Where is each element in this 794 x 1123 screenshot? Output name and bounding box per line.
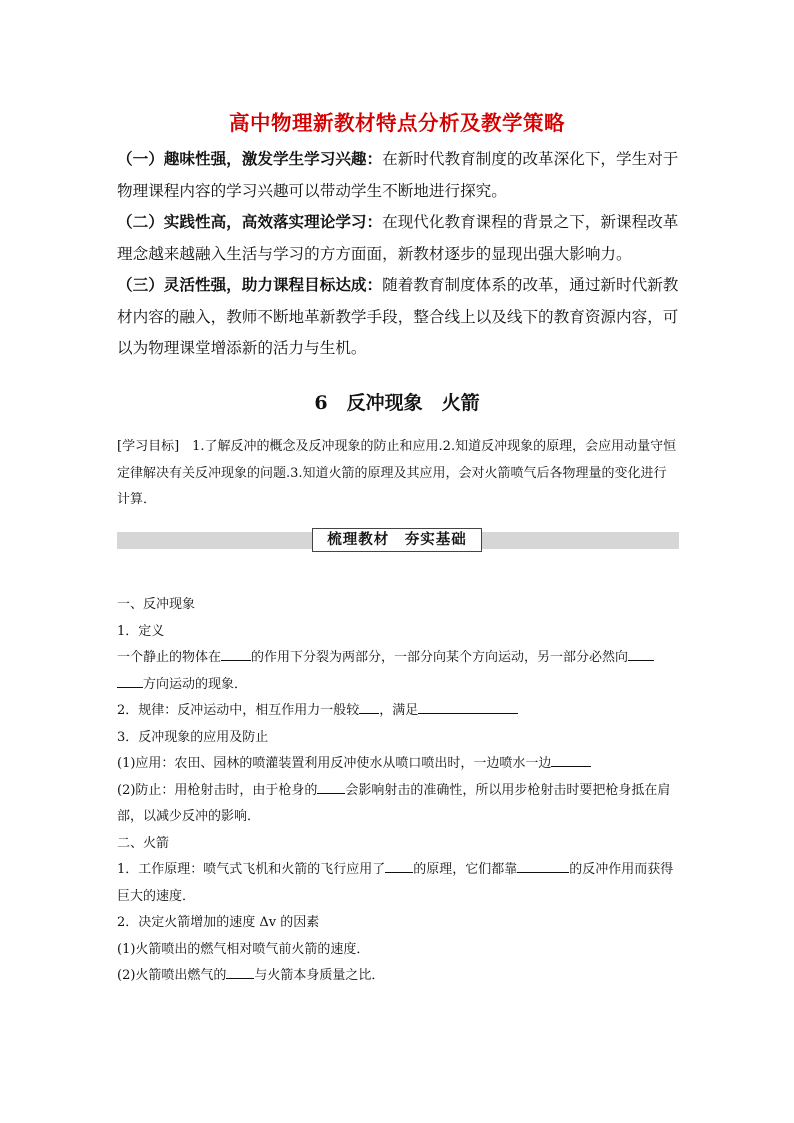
document-title: 高中物理新教材特点分析及教学策略	[229, 111, 565, 135]
subheading-definition: 1．定义	[117, 623, 165, 639]
text-fragment: (2)防止：用枪射击时，由于枪身的	[117, 782, 318, 798]
intro-paragraph	[117, 144, 680, 207]
learning-goals: [学习目标] 1.了解反冲的概念及反冲现象的防止和应用.2.知道反冲现象的原理，会应用动量守恒定律解决有关反冲现象的问题.3.知道火箭的原理及其应用，会对火箭喷气后各物理量的变化进行计算．	[117, 439, 677, 507]
prevention-line	[117, 778, 679, 831]
text-fragment: 2．规律：反冲运动中，相互作用力一般较	[117, 703, 360, 718]
factor-1: (1)火箭喷出的燃气相对喷气前火箭的速度．	[117, 941, 370, 957]
intro-lead: （三）灵活性强，助力课程目标达成：	[117, 276, 383, 294]
text-fragment: 方向运动的现象．	[143, 676, 248, 692]
intro-lead: （二）实践性高，高效落实理论学习：	[117, 213, 383, 231]
banner-label: 梳理教材 夯实基础	[312, 528, 482, 552]
text-fragment: 的作用下分裂为两部分，一部分向某个方向运动，另一部分必然向	[251, 650, 629, 665]
intro-paragraph	[117, 270, 680, 365]
rule-line	[117, 698, 679, 725]
fill-blank[interactable]	[226, 964, 254, 979]
text-fragment: 的反冲作用而获得巨大的速度．	[117, 862, 674, 904]
intro-section	[117, 144, 680, 365]
intro-text: 在新时代教育制度的改革深化下，学生对于物理课程内容的学习兴趣可以带动学生不断地进行探究。	[117, 150, 679, 200]
text-fragment: 1．工作原理：喷气式飞机和火箭的飞行应用了	[117, 862, 386, 877]
fill-blank[interactable]	[628, 646, 654, 661]
intro-paragraph	[117, 207, 680, 270]
intro-lead: （一）趣味性强，激发学生学习兴趣：	[117, 150, 383, 168]
fill-blank[interactable]	[221, 646, 251, 661]
intro-text: 随着教育制度体系的改革，通过新时代新教材内容的融入，教师不断地革新教学手段，整合线上以及线下的教育资源内容，可以为物理课堂增添新的活力与生机。	[117, 276, 679, 357]
text-fragment: ，满足	[379, 703, 419, 718]
fill-blank[interactable]	[117, 673, 143, 688]
text-fragment: 会影响射击的准确性，所以用步枪射击时要把枪身抵在肩部，以减少反冲的影响．	[117, 782, 671, 824]
text-fragment: 的原理，它们都靠	[413, 862, 518, 877]
factor-2	[117, 963, 679, 990]
definition-line	[117, 645, 679, 672]
factor-heading: 2．决定火箭增加的速度 Δv 的因素	[117, 915, 320, 930]
text-fragment: (2)火箭喷出燃气的	[117, 968, 227, 983]
fill-blank[interactable]	[418, 699, 518, 714]
text-fragment: 一个静止的物体在	[117, 650, 222, 665]
fill-blank[interactable]	[551, 752, 591, 767]
fill-blank[interactable]	[359, 699, 379, 714]
text-fragment: 与火箭本身质量之比．	[254, 968, 385, 983]
intro-text: 在现代化教育课程的背景之下，新课程改革理念越来越融入生活与学习的方方面面，新教材逐步的显现出强大影响力。	[117, 213, 679, 263]
text-fragment: (1)应用：农田、园林的喷灌装置利用反冲使水从喷口喷出时，一边喷水一边	[117, 756, 552, 771]
subheading-application: 3．反冲现象的应用及防止	[117, 729, 269, 745]
fill-blank[interactable]	[517, 858, 569, 873]
fill-blank[interactable]	[317, 779, 345, 794]
application-line	[117, 751, 679, 778]
section-title: 6 反冲现象 火箭	[314, 392, 480, 414]
content-body	[117, 592, 679, 990]
working-principle-line	[117, 857, 679, 910]
heading-reaction: 一、反冲现象	[117, 597, 196, 612]
definition-line-cont	[117, 672, 679, 699]
fill-blank[interactable]	[385, 858, 413, 873]
heading-rocket: 二、火箭	[117, 835, 170, 851]
